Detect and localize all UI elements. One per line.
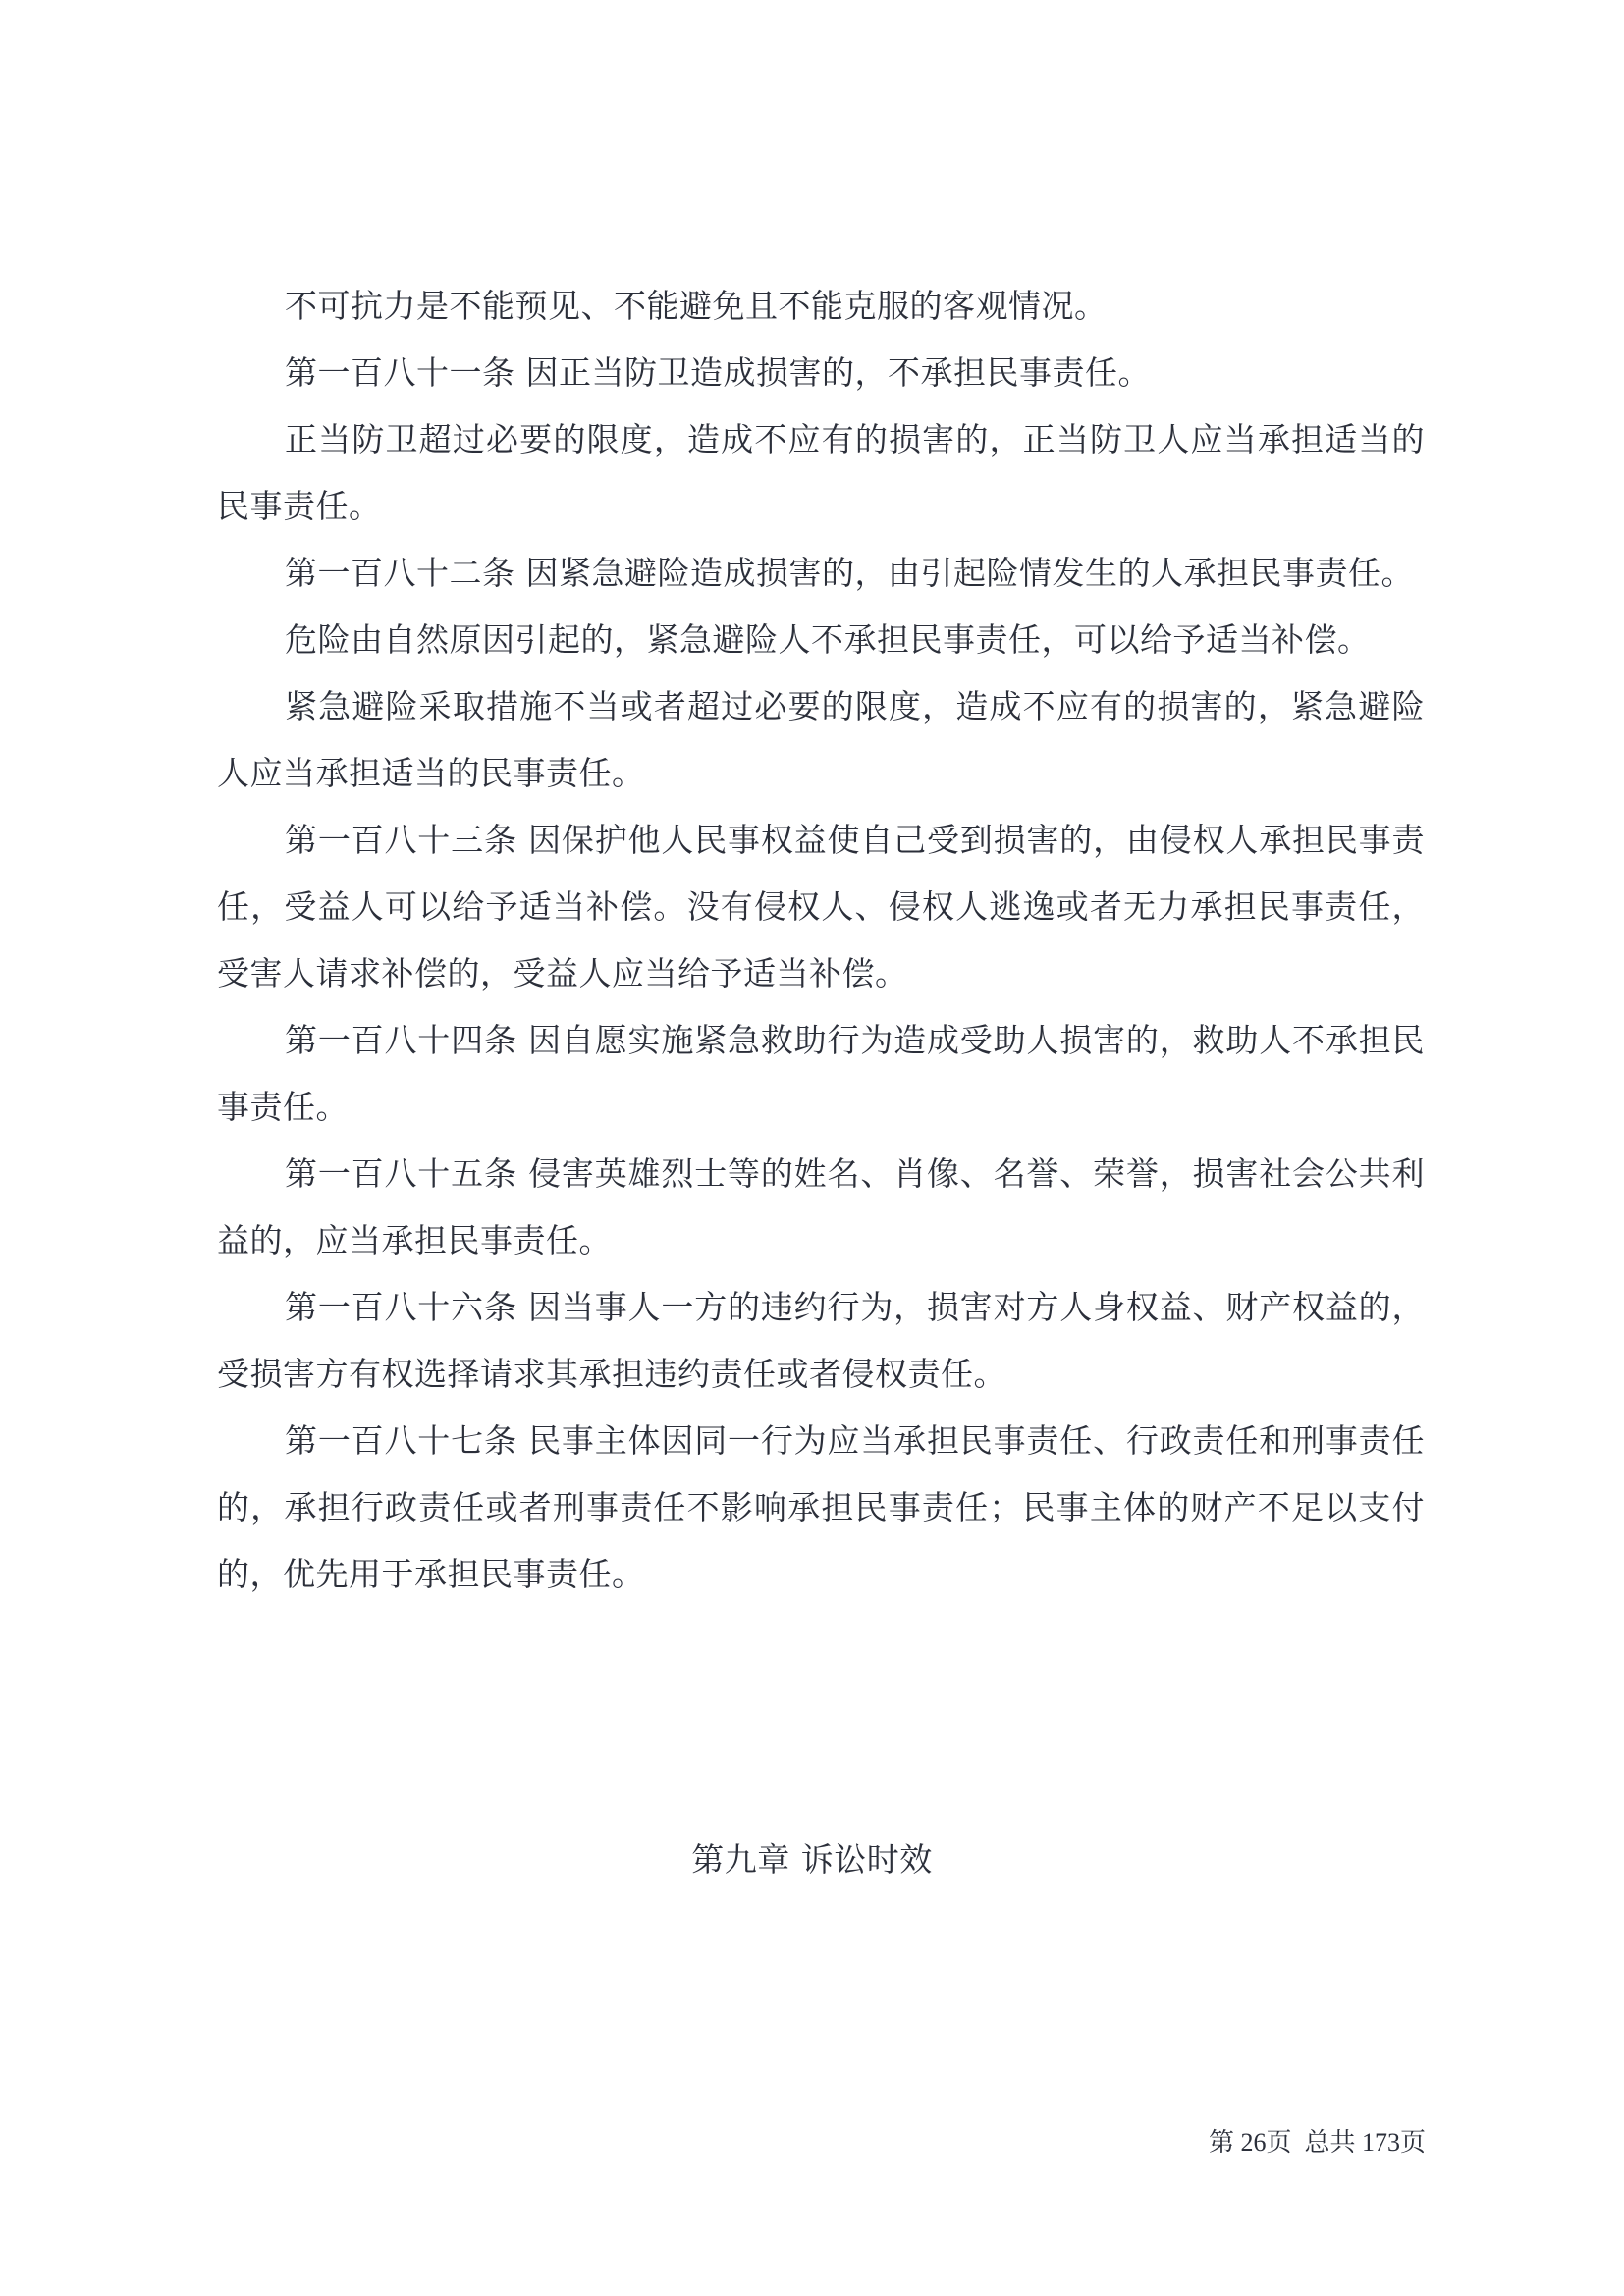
paragraph-article-182-clause-3: 紧急避险采取措施不当或者超过必要的限度，造成不应有的损害的，紧急避险人应当承担适当的民事责任。 bbox=[217, 687, 1425, 792]
paragraph-article-181-clause-2: 正当防卫超过必要的限度，造成不应有的损害的，正当防卫人应当承担适当的民事责任。 bbox=[217, 420, 1425, 525]
paragraph-article-181: 第一百八十一条 因正当防卫造成损害的，不承担民事责任。 bbox=[285, 353, 1151, 392]
page-total: 总共 173页 bbox=[1304, 2128, 1426, 2157]
paragraph-article-183: 第一百八十三条 因保护他人民事权益使自己受到损害的，由侵权人承担民事责任，受益人可以给予适当补偿。没有侵权人、侵权人逃逸或者无力承担民事责任，受害人请求补偿的，受益人应当给予适当补偿。 bbox=[217, 821, 1425, 992]
page-number: 第 26页 bbox=[1208, 2128, 1292, 2157]
paragraph-article-182: 第一百八十二条 因紧急避险造成损害的，由引起险情发生的人承担民事责任。 bbox=[285, 554, 1414, 592]
page-footer bbox=[1209, 2125, 1426, 2161]
paragraph-article-184: 第一百八十四条 因自愿实施紧急救助行为造成受助人损害的，救助人不承担民事责任。 bbox=[217, 1021, 1425, 1126]
paragraph-article-186: 第一百八十六条 因当事人一方的违约行为，损害对方人身权益、财产权益的，受损害方有权选择请求其承担违约责任或者侵权责任。 bbox=[217, 1288, 1425, 1393]
footer-spacer bbox=[1291, 2128, 1304, 2157]
body-text bbox=[217, 273, 1425, 1608]
paragraph-article-185: 第一百八十五条 侵害英雄烈士等的姓名、肖像、名誉、荣誉，损害社会公共利益的，应当承担民事责任。 bbox=[217, 1154, 1425, 1259]
chapter-title: 第九章 诉讼时效 bbox=[691, 1841, 933, 1879]
paragraph-article-182-clause-2: 危险由自然原因引起的，紧急避险人不承担民事责任，可以给予适当补偿。 bbox=[285, 620, 1371, 659]
paragraph-article-187: 第一百八十七条 民事主体因同一行为应当承担民事责任、行政责任和刑事责任的，承担行政责任或者刑事责任不影响承担民事责任；民事主体的财产不足以支付的，优先用于承担民事责任。 bbox=[217, 1421, 1425, 1593]
paragraph-force-majeure: 不可抗力是不能预见、不能避免且不能克服的客观情况。 bbox=[285, 287, 1108, 325]
